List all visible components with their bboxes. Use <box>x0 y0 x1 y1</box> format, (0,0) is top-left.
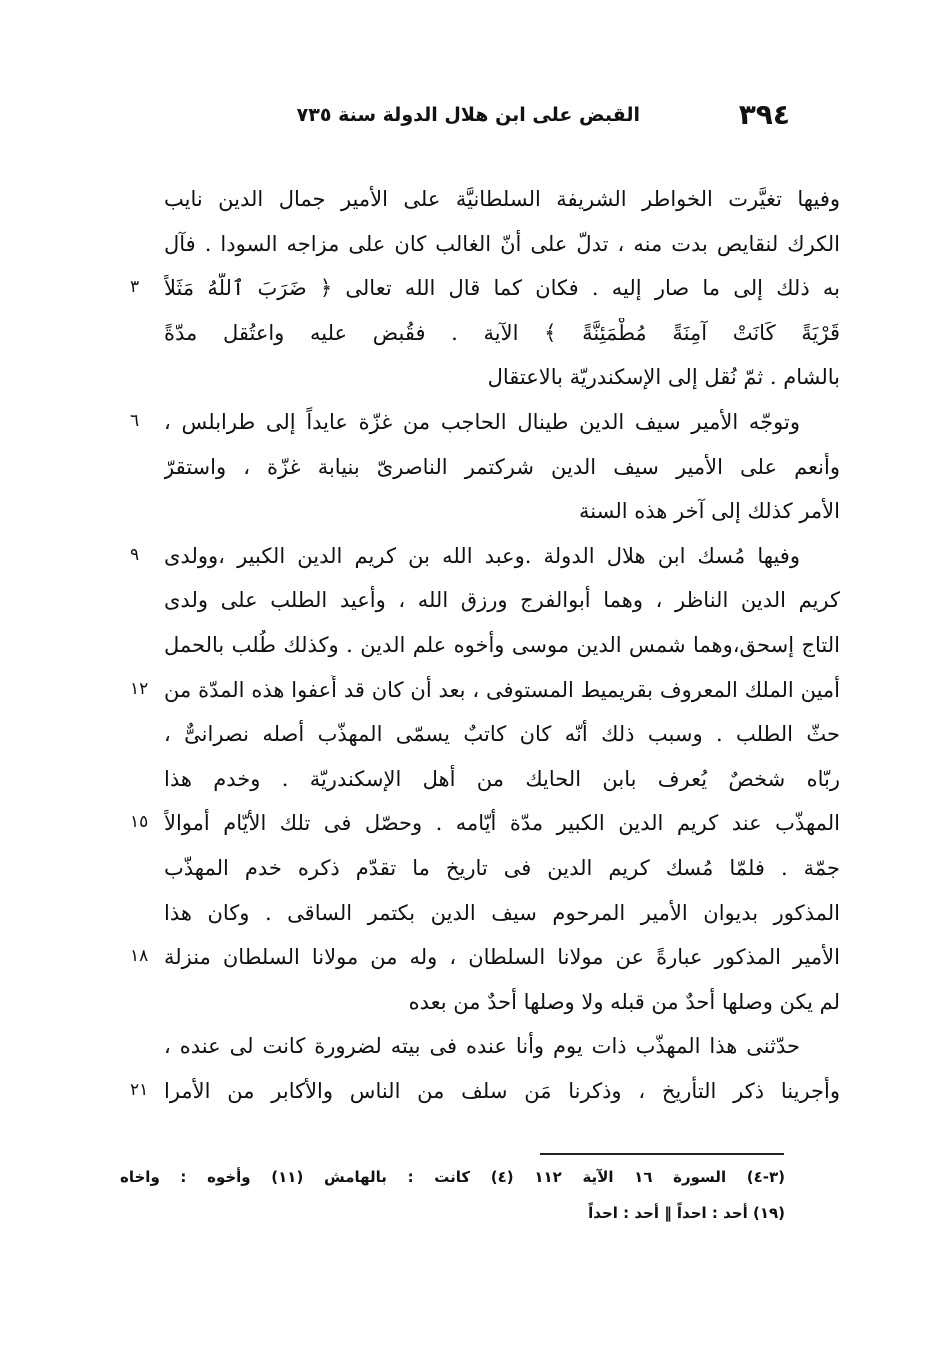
text-line <box>130 804 840 849</box>
footnote-divider <box>540 1153 784 1155</box>
text-line <box>130 1072 840 1117</box>
text-line <box>130 269 840 314</box>
line-text: بالشام . ثمّ نُقل إلى الإسكندريّة بالاعتقال <box>487 365 840 390</box>
text-line <box>130 894 840 939</box>
line-text: به ذلك إلى ما صار إليه . فكان كما قال الله تعالى ﴿ ضَرَبَ ٱللّهُ مَثَلاً <box>164 276 840 301</box>
line-number: ١٢ <box>130 678 149 699</box>
line-text: حدّثنى هذا المهذّب ذات يوم وأنا عنده فى بيته لضرورة كانت لى عنده ، <box>164 1034 800 1059</box>
page-number: ٣٩٤ <box>738 98 790 131</box>
line-text: حثّ الطلب . وسبب ذلك أنّه كان كاتبٌ يسمّى المهذّب أصله نصرانىٌّ ، <box>164 722 840 747</box>
line-text: وأنعم على الأمير سيف الدين شركتمر الناصرىّ بنيابة غزّة ، واستقرّ <box>164 454 840 479</box>
line-text: كريم الدين الناظر ، وهما أبوالفرج ورزق الله ، وأعيد الطلب على ولدى <box>164 588 840 613</box>
line-text: الأمر كذلك إلى آخر هذه السنة <box>579 499 840 524</box>
text-line <box>130 448 840 493</box>
text-line <box>130 760 840 805</box>
line-text: لم يكن وصلها أحدٌ من قبله ولا وصلها أحدٌ من بعده <box>408 989 840 1014</box>
text-line <box>130 983 840 1028</box>
line-text: أمين الملك المعروف بقريميط المستوفى ، بعد أن كان قد أُعفوا هذه المدّة من <box>164 677 840 702</box>
text-line <box>130 626 840 671</box>
text-line <box>130 1027 840 1072</box>
text-line <box>130 492 840 537</box>
running-title: القبض على ابن هلال الدولة سنة ٧٣٥ <box>296 104 640 126</box>
line-text: ربّاه شخصٌ يُعرف بابن الحايك من أهل الإسكندريّة . وخدم هذا <box>164 766 840 791</box>
line-number: ٩ <box>130 544 140 565</box>
text-line <box>130 180 840 225</box>
text-line <box>130 225 840 270</box>
line-text: الكرك لنقايص بدت منه ، تدلّ على أنّ الغالب كان على مزاجه السودا . فآل <box>164 231 840 256</box>
line-number: ٢١ <box>130 1079 149 1100</box>
text-line <box>130 581 840 626</box>
text-line <box>130 314 840 359</box>
line-number: ٣ <box>130 277 140 298</box>
line-text: المذكور بديوان الأمير المرحوم سيف الدين بكتمر الساقى . وكان هذا <box>164 900 840 925</box>
line-text: وتوجّه الأمير سيف الدين طينال الحاجب من غزّة عايداً إلى طرابلس ، <box>164 409 800 434</box>
line-text: الأمير المذكور عبارةً عن مولانا السلطان ، وله من مولانا السلطان منزلة <box>164 945 840 970</box>
line-text: وأجرينا ذكر التأريخ ، وذكرنا مَن سلف من الناس والأكابر من الأمرا <box>164 1078 840 1103</box>
line-number: ٦ <box>130 410 140 431</box>
line-text: المهذّب عند كريم الدين الكبير مدّة أيّامه . وحصّل فى تلك الأيّام أموالاً <box>164 811 840 836</box>
text-line <box>130 938 840 983</box>
line-text: قَرْيَةً كَانَتْ آمِنَةً مُطْمَئِنَّةً ﴾ الآية . فقُبض عليه واعتُقل مدّةً <box>164 320 840 345</box>
text-line <box>130 715 840 760</box>
text-line <box>130 537 840 582</box>
main-text <box>130 180 840 1116</box>
line-text: جمّة . فلمّا مُسك كريم الدين فى تاريخ ما تقدّم ذكره خدم المهذّب <box>164 855 840 880</box>
line-text: وفيها مُسك ابن هلال الدولة .وعبد الله بن كريم الدين الكبير ،وولدى <box>164 543 800 568</box>
line-text: التاج إسحق،وهما شمس الدين موسى وأخوه علم الدين . وكذلك طُلب بالحمل <box>164 632 840 657</box>
text-line <box>130 671 840 716</box>
line-text: وفيها تغيَّرت الخواطر الشريفة السلطانيَّة على الأمير جمال الدين نايب <box>164 187 840 211</box>
text-line <box>130 358 840 403</box>
text-line <box>130 403 840 448</box>
footnote-line: (٣-٤) السورة ١٦ الآية ١١٢ (٤) كانت : بالهامش (١١) وأخوه : واخاه <box>120 1168 785 1186</box>
footnote-line: (١٩) أحد : احداً ‖ أحد : احداً <box>588 1204 785 1222</box>
text-line <box>130 849 840 894</box>
footnotes <box>120 1162 785 1234</box>
page-header <box>296 98 790 138</box>
line-number: ١٥ <box>130 812 149 833</box>
line-number: ١٨ <box>130 946 149 967</box>
